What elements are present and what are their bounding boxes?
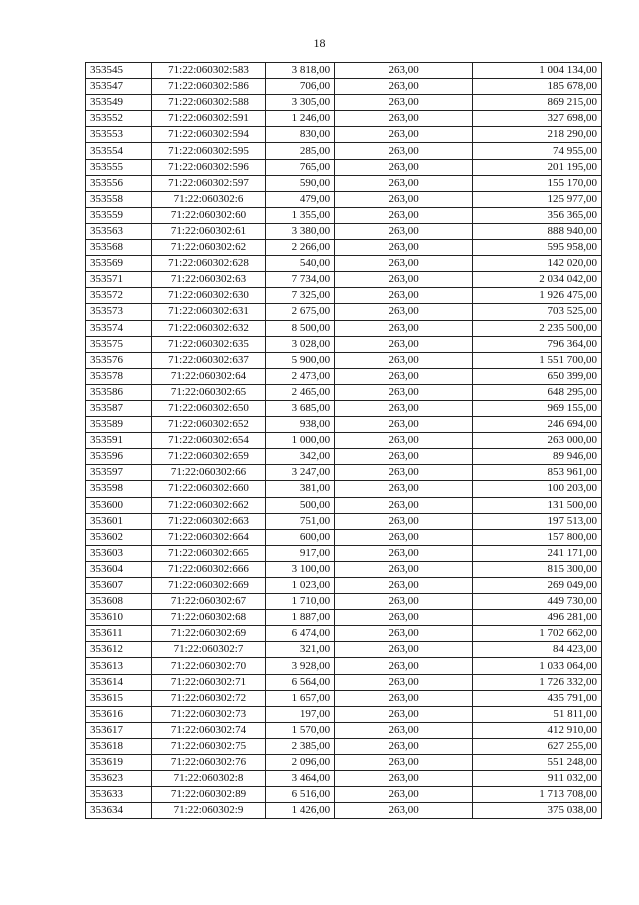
table-row: [86, 497, 602, 513]
cadastral-number-cell: 71:22:060302:75: [152, 738, 265, 754]
total-value-cell: 1 033 064,00: [473, 658, 602, 674]
table-row: [86, 352, 602, 368]
table-row: [86, 272, 602, 288]
rate-cell: 263,00: [335, 272, 473, 288]
area-cell: 830,00: [265, 127, 335, 143]
total-value-cell: 888 940,00: [473, 223, 602, 239]
rate-cell: 263,00: [335, 240, 473, 256]
cadastral-number-cell: 71:22:060302:635: [152, 336, 265, 352]
total-value-cell: 853 961,00: [473, 465, 602, 481]
area-cell: 6 516,00: [265, 787, 335, 803]
total-value-cell: 89 946,00: [473, 449, 602, 465]
table-row: [86, 690, 602, 706]
object-id-cell: 353618: [86, 738, 152, 754]
rate-cell: 263,00: [335, 79, 473, 95]
table-body: [86, 63, 602, 819]
table-row: [86, 320, 602, 336]
rate-cell: 263,00: [335, 594, 473, 610]
cadastral-number-cell: 71:22:060302:66: [152, 465, 265, 481]
rate-cell: 263,00: [335, 561, 473, 577]
area-cell: 2 385,00: [265, 738, 335, 754]
land-plot-table: [85, 62, 602, 819]
object-id-cell: 353574: [86, 320, 152, 336]
rate-cell: 263,00: [335, 175, 473, 191]
object-id-cell: 353556: [86, 175, 152, 191]
area-cell: 6 474,00: [265, 626, 335, 642]
area-cell: 8 500,00: [265, 320, 335, 336]
area-cell: 321,00: [265, 642, 335, 658]
table-row: [86, 529, 602, 545]
rate-cell: 263,00: [335, 578, 473, 594]
rate-cell: 263,00: [335, 143, 473, 159]
table-row: [86, 400, 602, 416]
cadastral-number-cell: 71:22:060302:65: [152, 384, 265, 400]
cadastral-number-cell: 71:22:060302:591: [152, 111, 265, 127]
object-id-cell: 353615: [86, 690, 152, 706]
cadastral-number-cell: 71:22:060302:597: [152, 175, 265, 191]
rate-cell: 263,00: [335, 545, 473, 561]
object-id-cell: 353578: [86, 368, 152, 384]
area-cell: 1 887,00: [265, 610, 335, 626]
total-value-cell: 125 977,00: [473, 191, 602, 207]
total-value-cell: 2 034 042,00: [473, 272, 602, 288]
table-row: [86, 368, 602, 384]
area-cell: 3 685,00: [265, 400, 335, 416]
rate-cell: 263,00: [335, 771, 473, 787]
cadastral-number-cell: 71:22:060302:663: [152, 513, 265, 529]
total-value-cell: 157 800,00: [473, 529, 602, 545]
cadastral-number-cell: 71:22:060302:70: [152, 658, 265, 674]
cadastral-number-cell: 71:22:060302:72: [152, 690, 265, 706]
rate-cell: 263,00: [335, 400, 473, 416]
total-value-cell: 246 694,00: [473, 417, 602, 433]
total-value-cell: 201 195,00: [473, 159, 602, 175]
total-value-cell: 197 513,00: [473, 513, 602, 529]
object-id-cell: 353608: [86, 594, 152, 610]
total-value-cell: 263 000,00: [473, 433, 602, 449]
rate-cell: 263,00: [335, 288, 473, 304]
rate-cell: 263,00: [335, 111, 473, 127]
cadastral-number-cell: 71:22:060302:650: [152, 400, 265, 416]
area-cell: 7 325,00: [265, 288, 335, 304]
cadastral-number-cell: 71:22:060302:669: [152, 578, 265, 594]
total-value-cell: 1 551 700,00: [473, 352, 602, 368]
rate-cell: 263,00: [335, 465, 473, 481]
table-row: [86, 256, 602, 272]
total-value-cell: 155 170,00: [473, 175, 602, 191]
object-id-cell: 353614: [86, 674, 152, 690]
rate-cell: 263,00: [335, 207, 473, 223]
total-value-cell: 241 171,00: [473, 545, 602, 561]
object-id-cell: 353612: [86, 642, 152, 658]
area-cell: 1 355,00: [265, 207, 335, 223]
area-cell: 2 096,00: [265, 755, 335, 771]
area-cell: 5 900,00: [265, 352, 335, 368]
cadastral-number-cell: 71:22:060302:666: [152, 561, 265, 577]
object-id-cell: 353576: [86, 352, 152, 368]
cadastral-number-cell: 71:22:060302:583: [152, 63, 265, 79]
table-row: [86, 626, 602, 642]
total-value-cell: 551 248,00: [473, 755, 602, 771]
rate-cell: 263,00: [335, 706, 473, 722]
area-cell: 285,00: [265, 143, 335, 159]
area-cell: 197,00: [265, 706, 335, 722]
rate-cell: 263,00: [335, 755, 473, 771]
object-id-cell: 353545: [86, 63, 152, 79]
area-cell: 3 100,00: [265, 561, 335, 577]
total-value-cell: 911 032,00: [473, 771, 602, 787]
area-cell: 342,00: [265, 449, 335, 465]
total-value-cell: 100 203,00: [473, 481, 602, 497]
table-row: [86, 417, 602, 433]
area-cell: 3 305,00: [265, 95, 335, 111]
object-id-cell: 353549: [86, 95, 152, 111]
cadastral-number-cell: 71:22:060302:665: [152, 545, 265, 561]
rate-cell: 263,00: [335, 159, 473, 175]
table-row: [86, 304, 602, 320]
total-value-cell: 969 155,00: [473, 400, 602, 416]
table-row: [86, 545, 602, 561]
total-value-cell: 356 365,00: [473, 207, 602, 223]
table-row: [86, 803, 602, 819]
total-value-cell: 1 702 662,00: [473, 626, 602, 642]
total-value-cell: 142 020,00: [473, 256, 602, 272]
total-value-cell: 327 698,00: [473, 111, 602, 127]
object-id-cell: 353597: [86, 465, 152, 481]
area-cell: 706,00: [265, 79, 335, 95]
object-id-cell: 353604: [86, 561, 152, 577]
area-cell: 751,00: [265, 513, 335, 529]
area-cell: 917,00: [265, 545, 335, 561]
object-id-cell: 353603: [86, 545, 152, 561]
rate-cell: 263,00: [335, 690, 473, 706]
object-id-cell: 353547: [86, 79, 152, 95]
area-cell: 765,00: [265, 159, 335, 175]
table-row: [86, 513, 602, 529]
total-value-cell: 1 726 332,00: [473, 674, 602, 690]
cadastral-number-cell: 71:22:060302:588: [152, 95, 265, 111]
area-cell: 3 928,00: [265, 658, 335, 674]
object-id-cell: 353553: [86, 127, 152, 143]
object-id-cell: 353623: [86, 771, 152, 787]
rate-cell: 263,00: [335, 722, 473, 738]
object-id-cell: 353607: [86, 578, 152, 594]
area-cell: 600,00: [265, 529, 335, 545]
table-row: [86, 111, 602, 127]
rate-cell: 263,00: [335, 481, 473, 497]
table-row: [86, 95, 602, 111]
cadastral-number-cell: 71:22:060302:89: [152, 787, 265, 803]
rate-cell: 263,00: [335, 384, 473, 400]
object-id-cell: 353572: [86, 288, 152, 304]
table-row: [86, 706, 602, 722]
cadastral-number-cell: 71:22:060302:632: [152, 320, 265, 336]
rate-cell: 263,00: [335, 449, 473, 465]
table-row: [86, 610, 602, 626]
rate-cell: 263,00: [335, 433, 473, 449]
area-cell: 3 247,00: [265, 465, 335, 481]
area-cell: 3 464,00: [265, 771, 335, 787]
object-id-cell: 353569: [86, 256, 152, 272]
total-value-cell: 650 399,00: [473, 368, 602, 384]
area-cell: 2 465,00: [265, 384, 335, 400]
cadastral-number-cell: 71:22:060302:630: [152, 288, 265, 304]
rate-cell: 263,00: [335, 674, 473, 690]
rate-cell: 263,00: [335, 626, 473, 642]
object-id-cell: 353555: [86, 159, 152, 175]
object-id-cell: 353633: [86, 787, 152, 803]
cadastral-number-cell: 71:22:060302:63: [152, 272, 265, 288]
table-row: [86, 336, 602, 352]
area-cell: 1 246,00: [265, 111, 335, 127]
table-row: [86, 159, 602, 175]
cadastral-number-cell: 71:22:060302:628: [152, 256, 265, 272]
area-cell: 6 564,00: [265, 674, 335, 690]
rate-cell: 263,00: [335, 223, 473, 239]
total-value-cell: 84 423,00: [473, 642, 602, 658]
cadastral-number-cell: 71:22:060302:595: [152, 143, 265, 159]
cadastral-number-cell: 71:22:060302:664: [152, 529, 265, 545]
rate-cell: 263,00: [335, 497, 473, 513]
table-row: [86, 658, 602, 674]
table-row: [86, 240, 602, 256]
area-cell: 1 570,00: [265, 722, 335, 738]
rate-cell: 263,00: [335, 95, 473, 111]
table-row: [86, 143, 602, 159]
cadastral-number-cell: 71:22:060302:74: [152, 722, 265, 738]
total-value-cell: 218 290,00: [473, 127, 602, 143]
cadastral-number-cell: 71:22:060302:71: [152, 674, 265, 690]
rate-cell: 263,00: [335, 191, 473, 207]
object-id-cell: 353602: [86, 529, 152, 545]
object-id-cell: 353558: [86, 191, 152, 207]
total-value-cell: 435 791,00: [473, 690, 602, 706]
cadastral-number-cell: 71:22:060302:6: [152, 191, 265, 207]
cadastral-number-cell: 71:22:060302:76: [152, 755, 265, 771]
total-value-cell: 269 049,00: [473, 578, 602, 594]
rate-cell: 263,00: [335, 738, 473, 754]
table-row: [86, 465, 602, 481]
cadastral-number-cell: 71:22:060302:659: [152, 449, 265, 465]
table-row: [86, 288, 602, 304]
total-value-cell: 1 926 475,00: [473, 288, 602, 304]
area-cell: 540,00: [265, 256, 335, 272]
cadastral-number-cell: 71:22:060302:660: [152, 481, 265, 497]
cadastral-number-cell: 71:22:060302:62: [152, 240, 265, 256]
object-id-cell: 353586: [86, 384, 152, 400]
cadastral-number-cell: 71:22:060302:69: [152, 626, 265, 642]
object-id-cell: 353563: [86, 223, 152, 239]
object-id-cell: 353589: [86, 417, 152, 433]
table-row: [86, 433, 602, 449]
object-id-cell: 353571: [86, 272, 152, 288]
cadastral-number-cell: 71:22:060302:594: [152, 127, 265, 143]
table-row: [86, 578, 602, 594]
total-value-cell: 595 958,00: [473, 240, 602, 256]
object-id-cell: 353568: [86, 240, 152, 256]
cadastral-number-cell: 71:22:060302:60: [152, 207, 265, 223]
rate-cell: 263,00: [335, 256, 473, 272]
rate-cell: 263,00: [335, 417, 473, 433]
object-id-cell: 353591: [86, 433, 152, 449]
object-id-cell: 353601: [86, 513, 152, 529]
area-cell: 500,00: [265, 497, 335, 513]
area-cell: 1 426,00: [265, 803, 335, 819]
rate-cell: 263,00: [335, 642, 473, 658]
cadastral-number-cell: 71:22:060302:654: [152, 433, 265, 449]
rate-cell: 263,00: [335, 352, 473, 368]
object-id-cell: 353575: [86, 336, 152, 352]
object-id-cell: 353616: [86, 706, 152, 722]
cadastral-number-cell: 71:22:060302:67: [152, 594, 265, 610]
area-cell: 2 473,00: [265, 368, 335, 384]
cadastral-number-cell: 71:22:060302:662: [152, 497, 265, 513]
area-cell: 1 657,00: [265, 690, 335, 706]
rate-cell: 263,00: [335, 803, 473, 819]
table-row: [86, 79, 602, 95]
area-cell: 479,00: [265, 191, 335, 207]
rate-cell: 263,00: [335, 127, 473, 143]
area-cell: 2 266,00: [265, 240, 335, 256]
rate-cell: 263,00: [335, 304, 473, 320]
cadastral-number-cell: 71:22:060302:61: [152, 223, 265, 239]
rate-cell: 263,00: [335, 368, 473, 384]
area-cell: 938,00: [265, 417, 335, 433]
cadastral-number-cell: 71:22:060302:637: [152, 352, 265, 368]
object-id-cell: 353613: [86, 658, 152, 674]
table-row: [86, 642, 602, 658]
area-cell: 1 000,00: [265, 433, 335, 449]
area-cell: 3 380,00: [265, 223, 335, 239]
object-id-cell: 353559: [86, 207, 152, 223]
table-row: [86, 175, 602, 191]
cadastral-number-cell: 71:22:060302:596: [152, 159, 265, 175]
cadastral-number-cell: 71:22:060302:73: [152, 706, 265, 722]
table-row: [86, 127, 602, 143]
table-row: [86, 191, 602, 207]
object-id-cell: 353610: [86, 610, 152, 626]
area-cell: 1 710,00: [265, 594, 335, 610]
total-value-cell: 51 811,00: [473, 706, 602, 722]
rate-cell: 263,00: [335, 513, 473, 529]
total-value-cell: 627 255,00: [473, 738, 602, 754]
total-value-cell: 131 500,00: [473, 497, 602, 513]
total-value-cell: 869 215,00: [473, 95, 602, 111]
area-cell: 3 818,00: [265, 63, 335, 79]
object-id-cell: 353596: [86, 449, 152, 465]
cadastral-number-cell: 71:22:060302:7: [152, 642, 265, 658]
total-value-cell: 496 281,00: [473, 610, 602, 626]
total-value-cell: 796 364,00: [473, 336, 602, 352]
table-row: [86, 722, 602, 738]
total-value-cell: 1 004 134,00: [473, 63, 602, 79]
total-value-cell: 2 235 500,00: [473, 320, 602, 336]
table-row: [86, 223, 602, 239]
area-cell: 381,00: [265, 481, 335, 497]
total-value-cell: 74 955,00: [473, 143, 602, 159]
cadastral-number-cell: 71:22:060302:652: [152, 417, 265, 433]
rate-cell: 263,00: [335, 63, 473, 79]
cadastral-number-cell: 71:22:060302:64: [152, 368, 265, 384]
area-cell: 1 023,00: [265, 578, 335, 594]
object-id-cell: 353600: [86, 497, 152, 513]
area-cell: 2 675,00: [265, 304, 335, 320]
rate-cell: 263,00: [335, 658, 473, 674]
cadastral-number-cell: 71:22:060302:8: [152, 771, 265, 787]
object-id-cell: 353611: [86, 626, 152, 642]
rate-cell: 263,00: [335, 320, 473, 336]
object-id-cell: 353573: [86, 304, 152, 320]
cadastral-number-cell: 71:22:060302:586: [152, 79, 265, 95]
table-row: [86, 755, 602, 771]
object-id-cell: 353552: [86, 111, 152, 127]
area-cell: 3 028,00: [265, 336, 335, 352]
table-row: [86, 63, 602, 79]
table-row: [86, 449, 602, 465]
object-id-cell: 353617: [86, 722, 152, 738]
total-value-cell: 1 713 708,00: [473, 787, 602, 803]
area-cell: 590,00: [265, 175, 335, 191]
table-row: [86, 738, 602, 754]
total-value-cell: 703 525,00: [473, 304, 602, 320]
object-id-cell: 353634: [86, 803, 152, 819]
total-value-cell: 648 295,00: [473, 384, 602, 400]
rate-cell: 263,00: [335, 787, 473, 803]
total-value-cell: 815 300,00: [473, 561, 602, 577]
cadastral-number-cell: 71:22:060302:68: [152, 610, 265, 626]
page-number: 18: [313, 36, 326, 50]
object-id-cell: 353587: [86, 400, 152, 416]
table-row: [86, 561, 602, 577]
object-id-cell: 353598: [86, 481, 152, 497]
table-row: [86, 384, 602, 400]
cadastral-number-cell: 71:22:060302:631: [152, 304, 265, 320]
cadastral-number-cell: 71:22:060302:9: [152, 803, 265, 819]
rate-cell: 263,00: [335, 529, 473, 545]
area-cell: 7 734,00: [265, 272, 335, 288]
table-row: [86, 674, 602, 690]
table-row: [86, 207, 602, 223]
object-id-cell: 353619: [86, 755, 152, 771]
rate-cell: 263,00: [335, 610, 473, 626]
object-id-cell: 353554: [86, 143, 152, 159]
table-row: [86, 481, 602, 497]
table-row: [86, 771, 602, 787]
total-value-cell: 449 730,00: [473, 594, 602, 610]
table-row: [86, 594, 602, 610]
total-value-cell: 412 910,00: [473, 722, 602, 738]
total-value-cell: 375 038,00: [473, 803, 602, 819]
table-row: [86, 787, 602, 803]
rate-cell: 263,00: [335, 336, 473, 352]
total-value-cell: 185 678,00: [473, 79, 602, 95]
